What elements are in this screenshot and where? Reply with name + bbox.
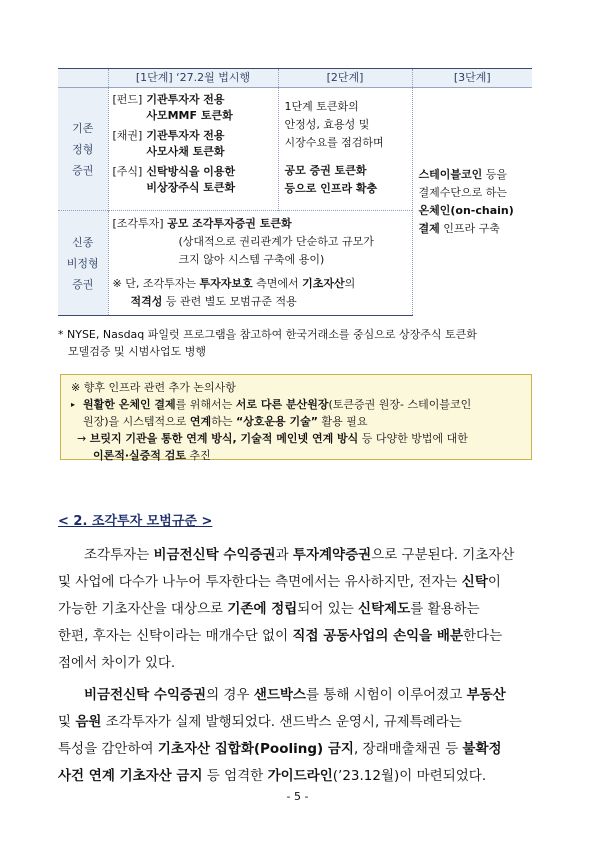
footnote: * NYSE, Nasdaq 파일럿 프로그램을 참고하여 한국거래소를 중심으로 상장주식 토큰화 모델검증 및 시범사업도 병행 bbox=[58, 328, 477, 358]
header-stage3: [3단계] bbox=[412, 69, 532, 88]
stage1-items bbox=[108, 88, 278, 211]
stage1-bond: [채권] 기관투자자 전용 사모사채 토큰화 bbox=[112, 129, 225, 158]
stage1-fund: [펀드] 기관투자자 전용 사모MMF 토큰화 bbox=[112, 93, 233, 122]
page-number: - 5 - bbox=[286, 790, 309, 803]
stage2-cell: 1단계 토큰화의 안정성, 효용성 및 시장수요를 점검하며 공모 증권 토큰화 등으로 인프라 확충 bbox=[278, 88, 412, 211]
header-stage2: [2단계] bbox=[278, 69, 412, 88]
roadmap-table bbox=[58, 68, 532, 316]
header-stage1: [1단계] ‘27.2월 법시행 bbox=[108, 69, 278, 88]
stage3-cell: 스테이블코인 등을 결제수단으로 하는 온체인(on-chain) 결제 인프라 구축 bbox=[412, 88, 532, 316]
discussion-box: ※ 향후 인프라 관련 추가 논의사항 ▸ 원활한 온체인 결제를 위해서는 서로 다른 분산원장(토큰증권 원장- 스테이블코인 원장)을 시스템적으로 연계하는 “상호운용 기술” 활용 필요 → 브릿지 기관을 통한 연계 방식, 기술적 메인넷 연계 방식 등 다양한 방법에 대한 이론적·실증적 검토 추진 bbox=[60, 374, 532, 460]
section-title: < 2. 조각투자 모범규준 > bbox=[58, 514, 213, 529]
paragraph-2: 비금전신탁 수익증권의 경우 샌드박스를 통해 시험이 이루어졌고 부동산 및 음원 조각투자가 실제 발행되었다. 샌드박스 운영시, 규제특례라는 특성을 감안하여 기초자산 집합화(Pooling) 금지, 장래매출채권 등 불확정 사건 연계 기초자산 금지 등 엄격한 가이드라인(’23.12월)이 마련되었다. bbox=[58, 687, 506, 784]
box-title: ※ 향후 인프라 관련 추가 논의사항 bbox=[71, 381, 236, 394]
bullet-icon: ▸ bbox=[71, 400, 76, 409]
fractional-cell: [조각투자] 공모 조각투자증권 토큰화 (상대적으로 권리관계가 단순하고 규모가 크지 않아 시스템 구축에 용이) ※ 단, 조각투자는 투자자보호 측면에서 기초자산의 적격성 등 관련 별도 모범규준 적용 bbox=[108, 211, 412, 316]
row-label-new: 신종 비정형 증권 bbox=[58, 211, 108, 316]
stage1-stock: [주식] 신탁방식을 이용한 비상장주식 토큰화 bbox=[112, 165, 236, 194]
row-label-existing: 기존 정형 증권 bbox=[58, 88, 108, 211]
header-corner bbox=[58, 69, 108, 88]
paragraph-1: 조각투자는 비금전신탁 수익증권과 투자계약증권으로 구분된다. 기초자산 및 사업에 다수가 나누어 투자한다는 측면에서는 유사하지만, 전자는 신탁이 가능한 기초자산을 대상으로 기존에 정립되어 있는 신탁제도를 활용하는 한편, 후자는 신탁이라는 매개수단 없이 직접 공동사업의 손익을 배분한다는 점에서 차이가 있다. bbox=[58, 547, 515, 671]
